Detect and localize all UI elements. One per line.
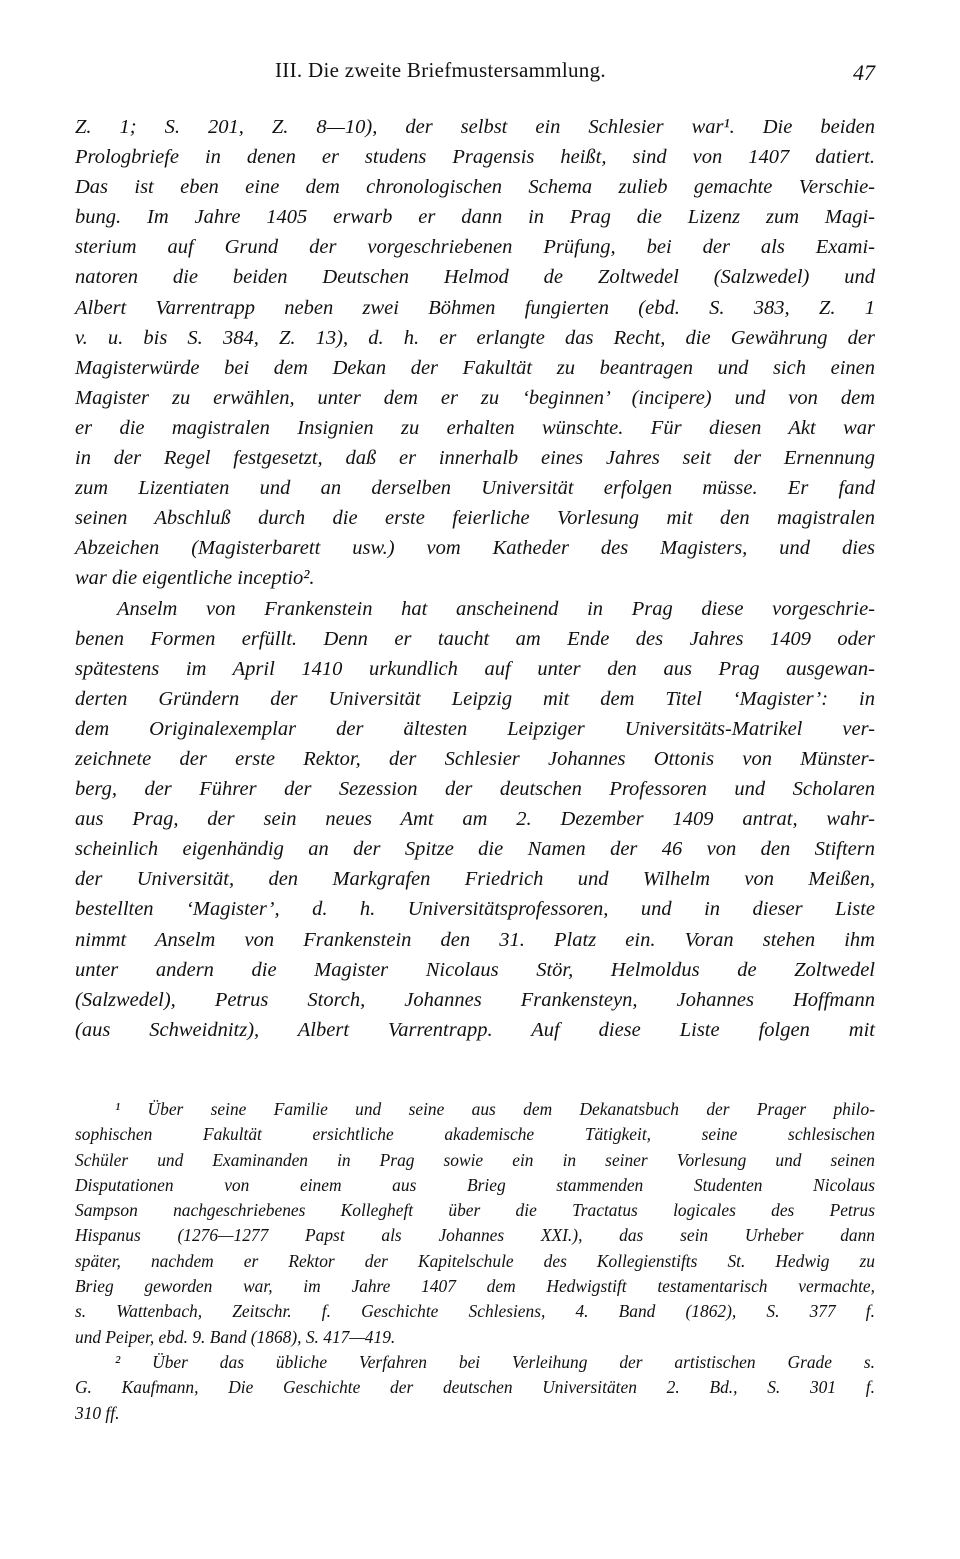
text-line: zeichnete der erste Rektor, der Schlesier Johannes Ottonis von Münster- xyxy=(75,747,875,770)
text-line: unter andern die Magister Nicolaus Stör, Helmoldus de Zoltwedel xyxy=(75,958,875,981)
text-line: (Salzwedel), Petrus Storch, Johannes Frankensteyn, Johannes Hoffmann xyxy=(75,988,875,1011)
text-line: zum Lizentiaten und an derselben Universität erfolgen müsse. Er fand xyxy=(75,477,875,500)
footnotes xyxy=(75,1097,875,1426)
footnote-line: ¹ Über seine Familie und seine aus dem Dekanatsbuch der Prager philo- xyxy=(115,1099,875,1119)
text-line: sterium auf Grund der vorgeschriebenen Prüfung, bei der als Exami- xyxy=(75,236,875,259)
text-line: v. u. bis S. 384, Z. 13), d. h. er erlangte das Recht, die Gewährung der xyxy=(75,326,875,349)
text-line: dem Originalexemplar der ältesten Leipziger Universitäts-Matrikel ver- xyxy=(75,717,875,740)
text-line: nimmt Anselm von Frankenstein den 31. Platz ein. Voran stehen ihm xyxy=(75,928,875,951)
text-line: natoren die beiden Deutschen Helmod de Zoltwedel (Salzwedel) und xyxy=(75,266,875,289)
text-line: benen Formen erfüllt. Denn er taucht am Ende des Jahres 1409 oder xyxy=(75,627,875,650)
text-line: Albert Varrentrapp neben zwei Böhmen fungierten (ebd. S. 383, Z. 1 xyxy=(75,296,875,319)
footnote-line: Disputationen von einem aus Brieg stammenden Studenten Nicolaus xyxy=(75,1174,875,1195)
footnote-line: Schüler und Examinanden in Prag sowie ein in seiner Vorlesung und seinen xyxy=(75,1149,875,1170)
text-line: derten Gründern der Universität Leipzig mit dem Titel ‘Magister’: in xyxy=(75,687,875,710)
text-line: Anselm von Frankenstein hat anscheinend in Prag diese vorgeschrie- xyxy=(117,597,875,620)
text-line: Z. 1; S. 201, Z. 8—10), der selbst ein Schlesier war¹. Die beiden xyxy=(75,116,875,138)
footnote-line: und Peiper, ebd. 9. Band (1868), S. 417—419. xyxy=(75,1326,396,1347)
text-line: bestellten ‘Magister’, d. h. Universitätsprofessoren, und in dieser Liste xyxy=(75,898,875,921)
footnote-line: Hispanus (1276—1277 Papst als Johannes XXI.), das sein Urheber dann xyxy=(75,1225,875,1246)
footnote-line: Brieg geworden war, im Jahre 1407 dem Hedwigstift testamentarisch vermachte, xyxy=(75,1276,875,1297)
text-line: Prologbriefe in denen er studens Pragensis heißt, sind von 1407 datiert. xyxy=(75,146,875,169)
text-line: seinen Abschluß durch die erste feierliche Vorlesung mit den magistralen xyxy=(75,507,875,530)
text-line: der Universität, den Markgrafen Friedrich und Wilhelm von Meißen, xyxy=(75,868,875,891)
page-number: 47 xyxy=(853,60,875,85)
footnote-line: Sampson nachgeschriebenes Kollegheft über die Tractatus logicales des Petrus xyxy=(75,1200,875,1221)
text-line: in der Regel festgesetzt, daß er innerhalb eines Jahres seit der Ernennung xyxy=(75,447,875,470)
text-line: aus Prag, der sein neues Amt am 2. Dezember 1409 antrat, wahr- xyxy=(75,808,875,831)
footnote-line: G. Kaufmann, Die Geschichte der deutschen Universitäten 2. Bd., S. 301 f. xyxy=(75,1377,875,1398)
text-line: er die magistralen Insignien zu erhalten wünschte. Für diesen Akt war xyxy=(75,416,875,439)
text-line: Magister zu erwählen, unter dem er zu ‘beginnen’ (incipere) und von dem xyxy=(75,386,875,409)
footnote-line: später, nachdem er Rektor der Kapitelschule des Kollegienstifts St. Hedwig zu xyxy=(75,1250,875,1271)
text-line: spätestens im April 1410 urkundlich auf unter den aus Prag ausgewan- xyxy=(75,657,875,680)
page-header xyxy=(75,58,875,92)
text-line: Magisterwürde bei dem Dekan der Fakultät zu beantragen und sich einen xyxy=(75,356,875,379)
running-title: III. Die zweite Briefmustersammlung. xyxy=(275,58,606,82)
text-line: berg, der Führer der Sezession der deutschen Professoren und Scholaren xyxy=(75,778,875,801)
text-line: bung. Im Jahre 1405 erwarb er dann in Prag die Lizenz zum Magi- xyxy=(75,206,875,229)
text-line: scheinlich eigenhändig an der Spitze die Namen der 46 von den Stiftern xyxy=(75,838,875,861)
text-line: (aus Schweidnitz), Albert Varrentrapp. Auf diese Liste folgen mit xyxy=(75,1018,875,1041)
text-line: Abzeichen (Magisterbarett usw.) vom Katheder des Magisters, und dies xyxy=(75,537,875,560)
text-line: war die eigentliche inceptio². xyxy=(75,567,315,590)
footnote-line: ² Über das übliche Verfahren bei Verleihung der artistischen Grade s. xyxy=(115,1351,875,1372)
main-text xyxy=(75,112,875,1045)
footnote-line: s. Wattenbach, Zeitschr. f. Geschichte Schlesiens, 4. Band (1862), S. 377 f. xyxy=(75,1301,875,1322)
text-line: Das ist eben eine dem chronologischen Schema zulieb gemachte Verschie- xyxy=(75,176,875,199)
footnote-line: 310 ff. xyxy=(75,1402,120,1423)
footnote-line: sophischen Fakultät ersichtliche akademische Tätigkeit, seine schlesischen xyxy=(75,1124,875,1145)
